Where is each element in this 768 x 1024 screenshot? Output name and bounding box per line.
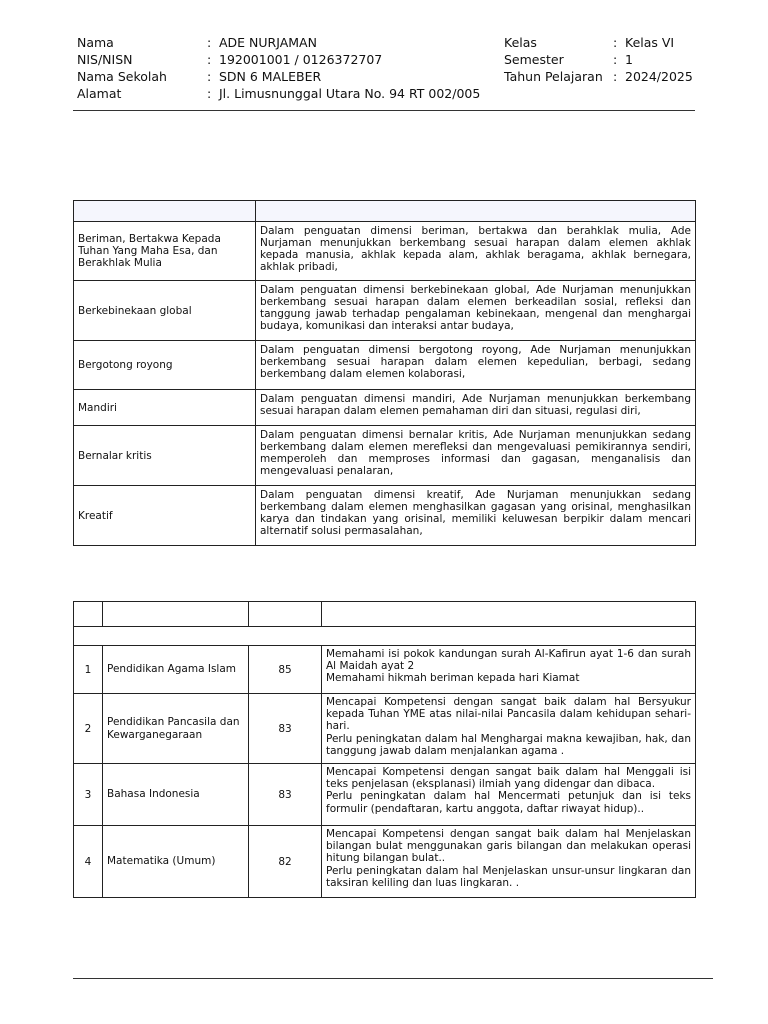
competency-description: [322, 764, 696, 826]
table-row: [74, 694, 696, 764]
row-number: 3: [74, 764, 103, 826]
dimension-name: Berkebinekaan global: [74, 281, 256, 341]
table-row: [74, 426, 696, 486]
group-row: [74, 627, 696, 646]
subject-name: Bahasa Indonesia: [103, 764, 249, 826]
row-number: 2: [74, 694, 103, 764]
school-value: SDN 6 MALEBER: [219, 69, 322, 84]
separator: :: [613, 69, 618, 84]
academic-year-label: Tahun Pelajaran: [504, 69, 603, 84]
dimension-description: Dalam penguatan dimensi mandiri, Ade Nurjaman menunjukkan berkembang sesuai harapan dalam elemen pemahaman diri dan situasi, regulasi diri,: [256, 390, 696, 426]
separator: :: [613, 35, 618, 50]
table-header-row: [74, 602, 696, 627]
header-cell-description: [256, 201, 696, 222]
competency-line: Mencapai Kompetensi dengan sangat baik dalam hal Bersyukur kepada Tuhan YME atas nilai-nilai Pancasila dalam kehidupan sehari-hari.: [326, 696, 691, 733]
dimension-description: Dalam penguatan dimensi bergotong royong, Ade Nurjaman menunjukkan berkembang sesuai harapan dalam elemen kepedulian, berbagi, sedang berkembang dalam elemen kolaborasi,: [256, 341, 696, 390]
competency-line: Memahami hikmah beriman kepada hari Kiamat: [326, 672, 580, 685]
competency-line: Memahami isi pokok kandungan surah Al-Kafirun ayat 1-6 dan surah Al Maidah ayat 2: [326, 648, 691, 673]
row-number: 1: [74, 646, 103, 694]
header-cell-dimension: [74, 201, 256, 222]
header-divider: [73, 110, 695, 111]
competency-line: Mencapai Kompetensi dengan sangat baik dalam hal Menggali isi teks penjelasan (eksplanasi) ilmiah yang didengar dan dibaca.: [326, 766, 691, 791]
table-row: [74, 826, 696, 898]
name-label: Nama: [77, 35, 114, 50]
subject-name: Pendidikan Agama Islam: [103, 646, 249, 694]
row-number: 4: [74, 826, 103, 898]
separator: :: [613, 52, 618, 67]
table-row: [74, 341, 696, 390]
dimension-description: Dalam penguatan dimensi beriman, bertakwa dan berahklak mulia, Ade Nurjaman menunjukkan berkembang sesuai harapan dalam elemen akhlak kepada manusia, akhlak kepada alam, akhlak beragama, akhlak bernegara, akhlak pribadi,: [256, 222, 696, 281]
dimension-name: Kreatif: [74, 486, 256, 546]
competency-description: [322, 646, 696, 694]
separator: :: [207, 52, 212, 67]
competency-description: [322, 826, 696, 898]
competency-line: Perlu peningkatan dalam hal Menjelaskan unsur-unsur lingkaran dan taksiran keliling dan luas lingkaran. .: [326, 864, 691, 889]
dimension-description: Dalam penguatan dimensi berkebinekaan global, Ade Nurjaman menunjukkan berkembang sesuai harapan dalam elemen berkeadilan sosial, refleksi dan tanggung jawab terhadap pengalaman kebinekaan, mengenal dan menghargai budaya, komunikasi dan interaksi antar budaya,: [256, 281, 696, 341]
subject-score: 83: [249, 694, 322, 764]
dimension-description: Dalam penguatan dimensi kreatif, Ade Nurjaman menunjukkan sedang berkembang dalam elemen menghasilkan gagasan yang orisinal, menghasilkan karya dan tindakan yang orisinal, memiliki keluwesan berpikir dalam mencari alternatif solusi permasalahan,: [256, 486, 696, 546]
dimension-name: Bergotong royong: [74, 341, 256, 390]
name-value: ADE NURJAMAN: [219, 35, 317, 50]
header-cell-competency: [322, 602, 696, 627]
header-cell-score: [249, 602, 322, 627]
separator: :: [207, 86, 212, 101]
group-header-cell: [74, 627, 696, 646]
table-row: [74, 281, 696, 341]
academic-year-value: 2024/2025: [625, 69, 693, 84]
subject-name: Matematika (Umum): [103, 826, 249, 898]
header-cell-subject: [103, 602, 249, 627]
subject-name: Pendidikan Pancasila dan Kewarganegaraan: [103, 694, 249, 764]
address-label: Alamat: [77, 86, 122, 101]
table-header-row: [74, 201, 696, 222]
subject-score: 85: [249, 646, 322, 694]
header-cell-no: [74, 602, 103, 627]
subject-grades-table: [73, 601, 696, 898]
separator: :: [207, 35, 212, 50]
table-row: [74, 390, 696, 426]
competency-line: Mencapai Kompetensi dengan sangat baik dalam hal Menjelaskan bilangan bulat menggunakan garis bilangan dan melakukan operasi hitung bilangan bulat..: [326, 828, 691, 865]
address-value: Jl. Limusnunggal Utara No. 94 RT 002/005: [219, 86, 481, 101]
class-value: Kelas VI: [625, 35, 675, 50]
dimension-name: Mandiri: [74, 390, 256, 426]
table-row: [74, 646, 696, 694]
table-row: [74, 486, 696, 546]
table-row: [74, 764, 696, 826]
subject-score: 82: [249, 826, 322, 898]
footer-divider: [73, 978, 713, 979]
profile-dimension-table: [73, 200, 696, 546]
competency-line: Perlu peningkatan dalam hal Menghargai makna kewajiban, hak, dan tanggung jawab dalam menjalankan agama .: [326, 732, 691, 757]
semester-label: Semester: [504, 52, 564, 67]
dimension-description: Dalam penguatan dimensi bernalar kritis, Ade Nurjaman menunjukkan sedang berkembang dalam elemen merefleksi dan mengevaluasi pemikirannya sendiri, memperoleh dan memproses informasi dan gagasan, menganalisis dan mengevaluasi penalaran,: [256, 426, 696, 486]
nisn-value: 192001001 / 0126372707: [219, 52, 383, 67]
subject-score: 83: [249, 764, 322, 826]
class-label: Kelas: [504, 35, 537, 50]
competency-description: [322, 694, 696, 764]
school-label: Nama Sekolah: [77, 69, 167, 84]
competency-line: Perlu peningkatan dalam hal Mencermati petunjuk dan isi teks formulir (pendaftaran, kartu anggota, daftar riwayat hidup)..: [326, 790, 691, 815]
nisn-label: NIS/NISN: [77, 52, 133, 67]
separator: :: [207, 69, 212, 84]
dimension-name: Bernalar kritis: [74, 426, 256, 486]
table-row: [74, 222, 696, 281]
semester-value: 1: [625, 52, 633, 67]
dimension-name: Beriman, Bertakwa Kepada Tuhan Yang Maha Esa, dan Berakhlak Mulia: [74, 222, 256, 281]
